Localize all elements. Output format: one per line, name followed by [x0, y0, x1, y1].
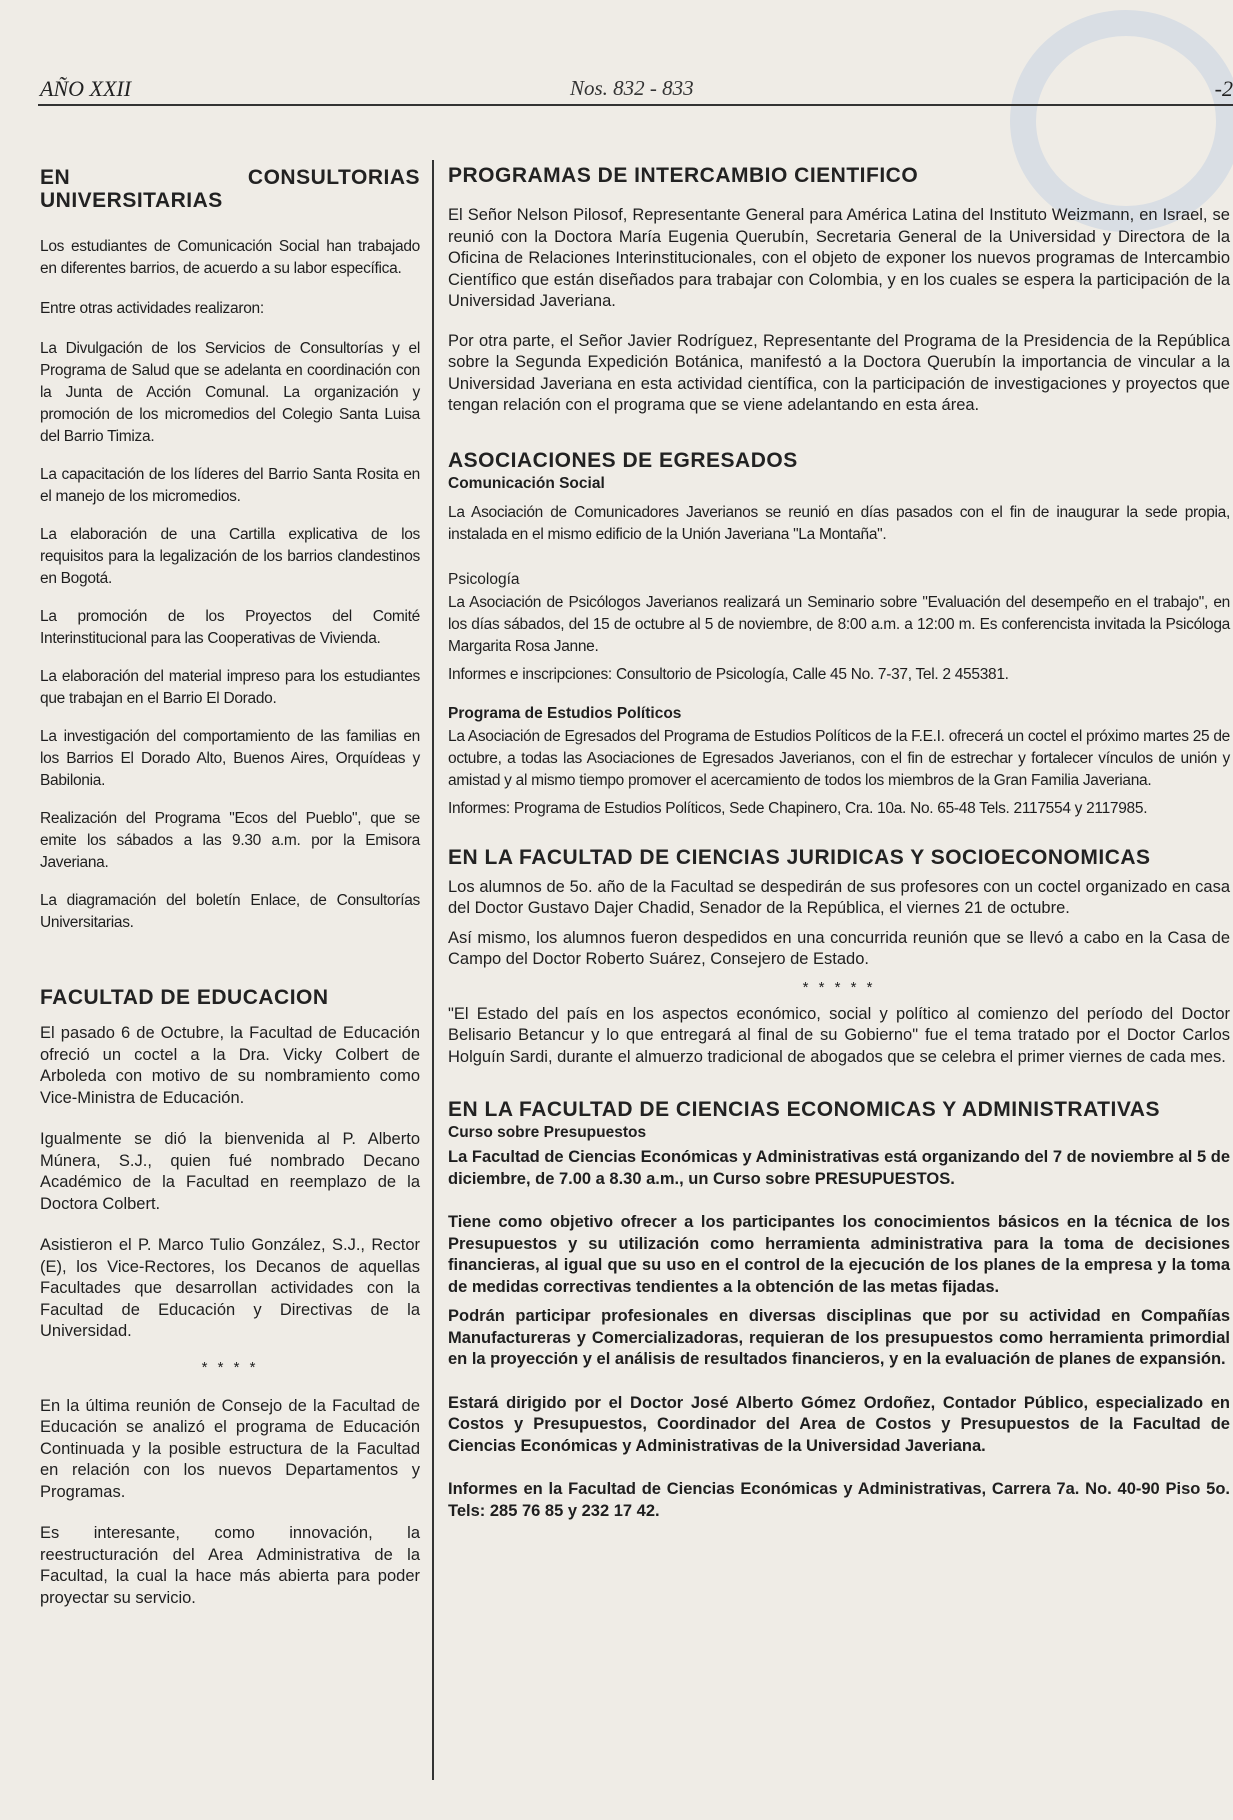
juridicas-paragraph: Los alumnos de 5o. año de la Facultad se despedirán de sus profesores con un coctel organizado en casa del Doctor Gustavo Dajer Chadid, Senador de la República, el viernes 21 de octubre.	[448, 877, 1230, 917]
psicologia-info: Informes e inscripciones: Consultorio de Psicología, Calle 45 No. 7-37, Tel. 2 455381.	[448, 665, 1009, 683]
intercambio-paragraph: El Señor Nelson Pilosof, Representante General para América Latina del Instituto Weizmann, en Israel, se reunió con la Doctora María Eugenia Querubín, Secretaria General de la Universidad y Directora de la Oficina de Relaciones Interinstitucionales, con el objeto de exponer los nuevos programas de Intercambio Científico que están diseñados para trabajar con Colombia, y en los cuales se espera la participación de la Universidad Javeriana.	[448, 206, 1230, 310]
economicas-paragraph: Tiene como objetivo ofrecer a los participantes los conocimientos básicos en la técnica de los Presupuestos y su utilización como herramienta administrativa para la toma de decisiones financieras, al igual que su uso en el control de la ejecución de los planes de la empresa y la toma de medidas correctivas tendientes a la obtención de las metas fijadas.	[448, 1213, 1230, 1296]
header-year: AÑO XXII	[40, 76, 132, 101]
consultorias-paragraph: La elaboración de una Cartilla explicativa de los requisitos para la legalización de los barrios clandestinos en Bogotá.	[40, 526, 420, 587]
section-title-egresados: ASOCIACIONES DE EGRESADOS	[448, 448, 798, 472]
consultorias-paragraph: La elaboración del material impreso para los estudiantes que trabajan en el Barrio El Dorado.	[40, 668, 420, 707]
consultorias-paragraph: La diagramación del boletín Enlace, de Consultorías Universitarias.	[40, 892, 420, 931]
section-title-intercambio: PROGRAMAS DE INTERCAMBIO CIENTIFICO	[448, 164, 919, 187]
section-title-educacion: FACULTAD DE EDUCACION	[40, 986, 329, 1009]
separator-stars: * * * *	[201, 1358, 259, 1376]
economicas-paragraph: Podrán participar profesionales en diversas disciplinas que por su actividad en Compañías Manufactureras y Comercializadoras, requieran de los presupuestos como herramienta primordial en la proyección y el análisis de resultados financieros, y en la evaluación de planes de expansión.	[448, 1307, 1230, 1368]
consultorias-paragraph: La Divulgación de los Servicios de Consultorías y el Programa de Salud que se adelanta en coordinación con la Junta de Acción Comunal. La organización y promoción de los micromedios del Colegio Santa Luisa del Barrio Timiza.	[40, 340, 420, 445]
educacion-paragraph: El pasado 6 de Octubre, la Facultad de Educación ofreció un coctel a la Dra. Vicky Colbert de Arboleda con motivo de su nombramiento como Vice-Ministra de Educación.	[40, 1024, 420, 1107]
consultorias-paragraph: La investigación del comportamiento de las familias en los Barrios El Dorado Alto, Buenos Aires, Orquídeas y Babilonia.	[40, 728, 420, 789]
subsection-title-psicologia: Psicología	[448, 570, 520, 588]
header-issue-numbers: Nos. 832 - 833	[570, 76, 694, 100]
consultorias-paragraph: Los estudiantes de Comunicación Social han trabajado en diferentes barrios, de acuerdo a su labor específica.	[40, 238, 420, 277]
subsection-title-comunicacion: Comunicación Social	[448, 474, 605, 492]
right-column	[448, 164, 1230, 1522]
consultorias-paragraph: La capacitación de los líderes del Barrio Santa Rosita en el manejo de los micromedios.	[40, 466, 420, 505]
comunicacion-paragraph: La Asociación de Comunicadores Javerianos se reunió en días pasados con el fin de inaugurar la sede propia, instalada en el mismo edificio de la Unión Javeriana "La Montaña".	[448, 503, 1230, 543]
politicos-info: Informes: Programa de Estudios Políticos, Sede Chapinero, Cra. 10a. No. 65-48 Tels. 2117554 y 2117985.	[448, 799, 1148, 817]
consultorias-paragraph: La promoción de los Proyectos del Comité Interinstitucional para las Cooperativas de Vivienda.	[40, 608, 420, 647]
economicas-paragraph: La Facultad de Ciencias Económicas y Administrativas está organizando del 7 de noviembre al 5 de diciembre, de 7.00 a 8.30 a.m., un Curso sobre PRESUPUESTOS.	[448, 1148, 1230, 1188]
subsection-title-politicos: Programa de Estudios Políticos	[448, 704, 682, 722]
header-rule	[38, 104, 1233, 106]
educacion-paragraph: Igualmente se dió la bienvenida al P. Alberto Múnera, S.J., quien fué nombrado Decano Académico de la Facultad en reemplazo de la Doctora Colbert.	[40, 1130, 420, 1213]
section-title-juridicas: EN LA FACULTAD DE CIENCIAS JURIDICAS Y SOCIOECONOMICAS	[448, 845, 1151, 869]
juridicas-paragraph: "El Estado del país en los aspectos económico, social y político al comienzo del período del Doctor Belisario Betancur y lo que entregará al final de su Gobierno" fue el tema tratado por el Doctor Carlos Holguín Sardi, durante el almuerzo tradicional de abogados que se celebra el primer viernes de cada mes.	[448, 1004, 1230, 1066]
economicas-paragraph: Informes en la Facultad de Ciencias Económicas y Administrativas, Carrera 7a. No. 40-90 Piso 5o. Tels: 285 76 85 y 232 17 42.	[448, 1480, 1230, 1520]
juridicas-paragraph: Así mismo, los alumnos fueron despedidos en una concurrida reunión que se llevó a cabo en la Casa de Campo del Doctor Roberto Suárez, Consejero de Estado.	[448, 928, 1230, 968]
column-divider	[432, 160, 434, 1780]
educacion-paragraph: En la última reunión de Consejo de la Facultad de Educación se analizó el programa de Educación Continuada y la posible estructura de la Facultad en relación con los nuevos Departamentos y Programas.	[40, 1396, 420, 1501]
consultorias-paragraph: Entre otras actividades realizaron:	[40, 300, 264, 317]
separator-stars: * * * * *	[802, 978, 876, 996]
section-title-economicas: EN LA FACULTAD DE CIENCIAS ECONOMICAS Y ADMINISTRATIVAS	[448, 1098, 1160, 1121]
subsection-title-presupuestos: Curso sobre Presupuestos	[448, 1124, 647, 1141]
economicas-paragraph: Estará dirigido por el Doctor José Alberto Gómez Ordoñez, Contador Público, especializado en Costos y Presupuestos, Coordinador del Area de Costos y Presupuestos de la Facultad de Ciencias Económicas y Administrativas de la Universidad Javeriana.	[448, 1393, 1230, 1455]
educacion-paragraph: Es interesante, como innovación, la reestructuración del Area Administrativa de la Facultad, la cual la hace más abierta para poder proyectar su servicio.	[40, 1524, 420, 1607]
left-column	[40, 166, 420, 1609]
page-header	[40, 76, 1233, 106]
psicologia-paragraph: La Asociación de Psicólogos Javerianos realizará un Seminario sobre "Evaluación del desempeño en el trabajo", en los días sábados, del 15 de octubre al 5 de noviembre, de 8:00 a.m. a 12:00 m. Es conferencista invitada la Psicóloga Margarita Rosa Janne.	[448, 593, 1230, 655]
section-title-consultorias: EN CONSULTORIAS UNIVERSITARIAS	[40, 166, 420, 212]
educacion-paragraph: Asistieron el P. Marco Tulio González, S.J., Rector (E), los Vice-Rectores, los Decanos de aquellas Facultades que desarrollan actividades con la Facultad de Educación y Directivas de la Universidad.	[40, 1236, 420, 1340]
header-page-number: -2	[1214, 76, 1233, 101]
consultorias-paragraph: Realización del Programa "Ecos del Pueblo", que se emite los sábados a las 9.30 a.m. por la Emisora Javeriana.	[40, 810, 420, 871]
intercambio-paragraph: Por otra parte, el Señor Javier Rodríguez, Representante del Programa de la Presidencia de la República sobre la Segunda Expedición Botánica, manifestó a la Doctora Querubín la importancia de vincular a la Universidad Javeriana en esta actividad científica, con la participación de investigaciones y proyectos que tengan relación con el programa que se viene adelantando en esta área.	[448, 331, 1230, 414]
politicos-paragraph: La Asociación de Egresados del Programa de Estudios Políticos de la F.E.I. ofrecerá un coctel el próximo martes 25 de octubre, a todas las Asociaciones de Egresados Javerianos, con el fin de estrechar y fortalecer vínculos de unión y amistad y al mismo tiempo promover el acercamiento de todos los miembros de la Gran Familia Javeriana.	[448, 727, 1230, 789]
